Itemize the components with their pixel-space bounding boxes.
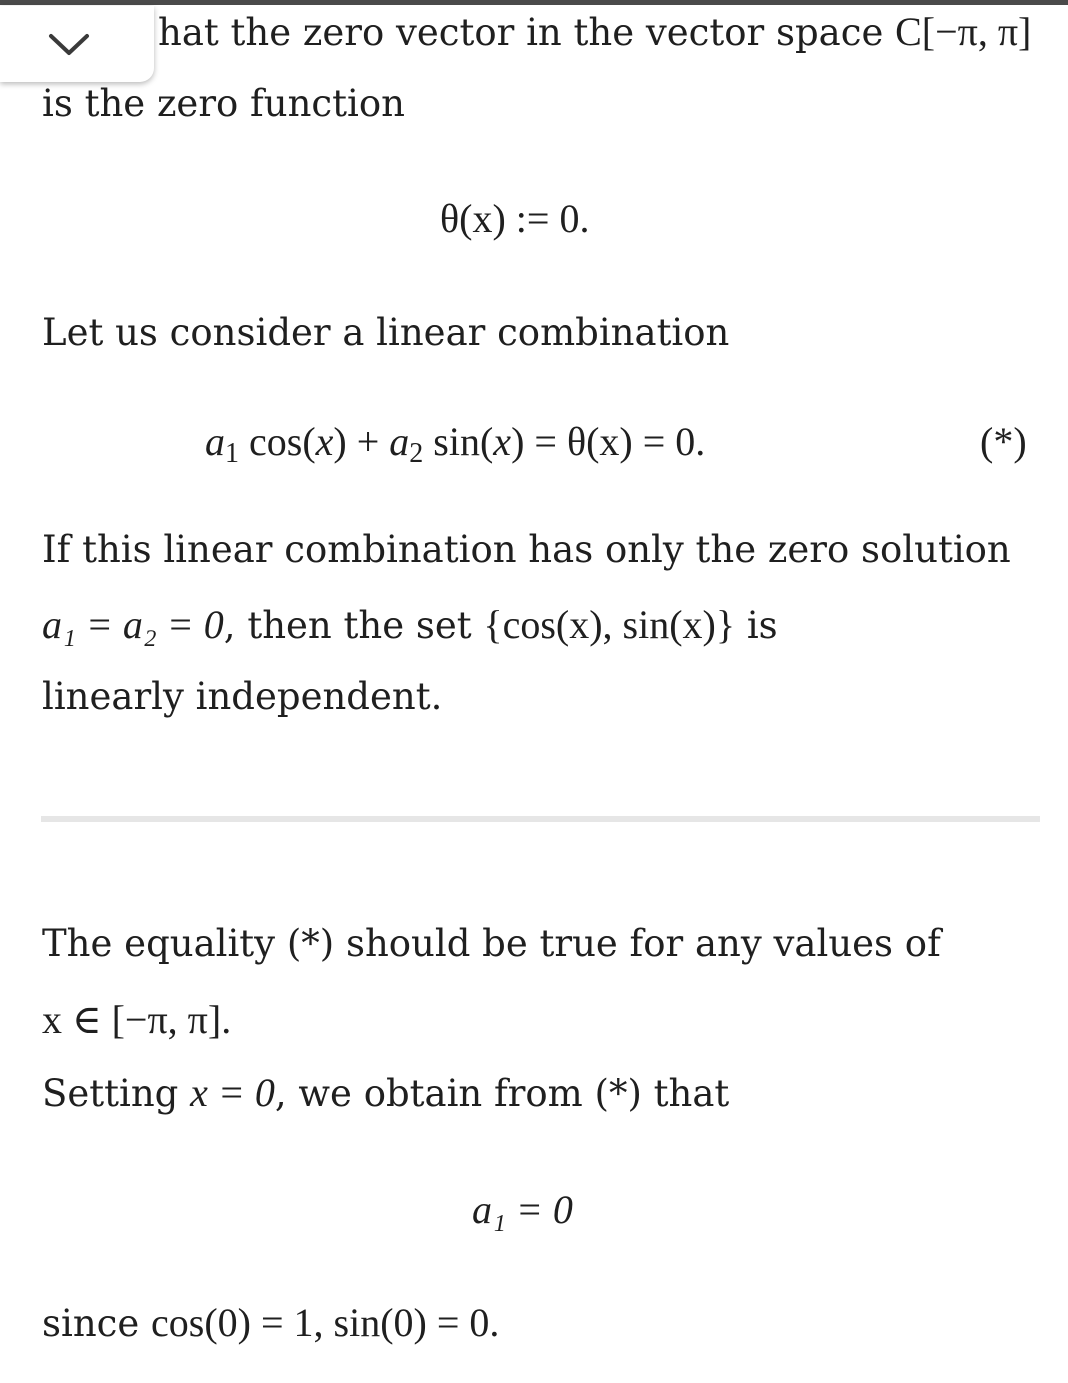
combination-rest: ) = θ(x) = 0. <box>511 419 706 464</box>
since-line <box>42 1299 499 1347</box>
coef-a1: a <box>205 419 225 464</box>
result-equation: a₁ = 0 <box>472 1187 573 1232</box>
collapse-button[interactable] <box>0 6 154 82</box>
since-math: cos(0) = 1, sin(0) = 0. <box>151 1300 500 1345</box>
independence-line-2 <box>42 601 778 649</box>
consider-text: Let us consider a linear combination <box>42 311 730 354</box>
setting-suffix: , we obtain from (*) that <box>274 1072 730 1115</box>
section-divider <box>41 816 1040 822</box>
is-text: is <box>735 604 778 647</box>
intro-text: hat the zero vector in the vector space <box>158 11 896 54</box>
plus-sign: ) + <box>333 419 390 464</box>
cos-term: cos( <box>239 419 316 464</box>
zero-solution-condition: a₁ = a₂ = 0 <box>42 602 224 647</box>
top-divider <box>0 0 1068 5</box>
since-prefix: since <box>42 1302 152 1345</box>
setting-condition: x = 0 <box>190 1070 275 1115</box>
intro-line-1 <box>158 8 1031 56</box>
independence-line-1: If this linear combination has only the zero solution <box>42 528 1011 571</box>
equality-line-1: The equality (*) should be true for any values of <box>42 922 941 965</box>
zero-function-equation: θ(x) := 0. <box>440 196 590 241</box>
combination-equation: $a_1$ $\cos(x) + a_2$ sin(x) = θ(x) = 0. <box>205 419 706 469</box>
equation-tag: (*) <box>980 419 1027 464</box>
coef-a2: a <box>389 419 410 464</box>
independence-line-3: linearly independent. <box>42 675 443 718</box>
setting-prefix: Setting <box>42 1072 191 1115</box>
domain-expression: x ∈ [−π, π]. <box>42 997 232 1042</box>
space-symbol: C[−π, π] <box>895 9 1032 54</box>
then-text: , then the set <box>223 604 484 647</box>
sin-term: sin( <box>423 419 494 464</box>
setting-line <box>42 1069 729 1117</box>
function-set: {cos(x), sin(x)} <box>483 602 736 647</box>
chevron-down-icon <box>46 29 92 59</box>
intro-line-2: is the zero function <box>42 82 405 125</box>
